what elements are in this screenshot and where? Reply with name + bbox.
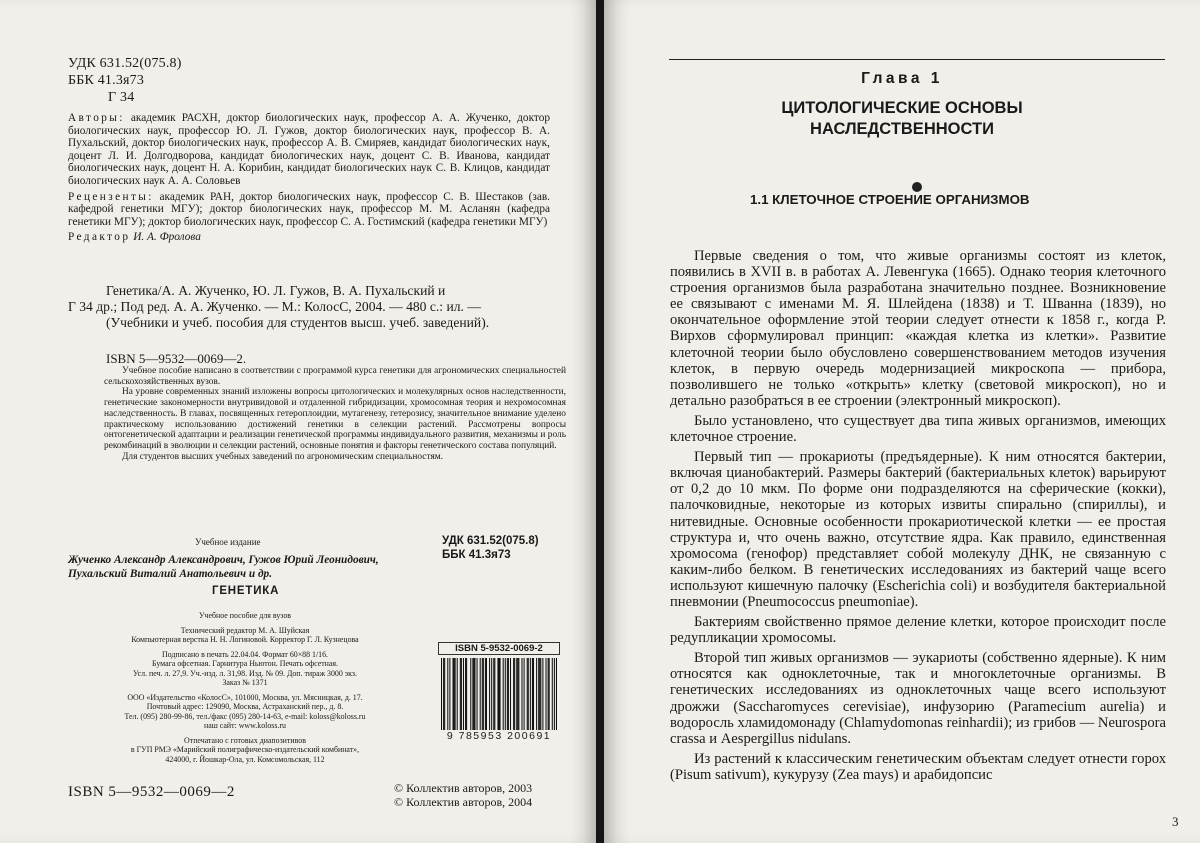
udk-code: УДК 631.52(075.8) bbox=[68, 56, 182, 71]
header-rule bbox=[669, 59, 1165, 60]
authors-paragraph bbox=[68, 112, 550, 188]
bibliographic-record bbox=[68, 283, 564, 332]
imprint-line: Компьютерная верстка Н. Н. Логиновой. Корректор Г. Л. Кузнецова bbox=[131, 635, 359, 644]
udk-small-block bbox=[442, 534, 539, 562]
author-mark: Г 34 bbox=[108, 90, 135, 105]
classification-block bbox=[68, 55, 182, 106]
chapter-number: Глава 1 bbox=[861, 70, 943, 87]
barcode-number: 9 785953 200691 bbox=[446, 730, 552, 742]
body-paragraph: Первый тип — прокариоты (предъядерные). К ним относятся бактерии, включая цианобактерий. Размеры бактерий (бактериальных клеток) варьируют от 0,2 до 10 мкм. По форме они подразделяются на сферические (кокки), палочковидные, некоторые из которых извиты спирально (спириллы), и нитевидные. Основные особенности прокариотической клетки — ее простая структура и, что очень важно, отсутствие ядра. Как правило, единственная хромосома (генофор) представляет собой молекулу ДНК, не связанную с каким-либо белком. В генетических исследованиях из бактерий чаще всего используют кишечную палочку (Escherichia coli) и возбудителя бактериальной пневмонии (Pneumococcus pneumoniae). bbox=[670, 449, 1166, 610]
biblio-line-2: Г 34 др.; Под ред. А. А. Жученко. — М.: КолосС, 2004. — 480 с.: ил. — bbox=[68, 299, 481, 315]
copyright-line-1: © Коллектив авторов, 2003 bbox=[394, 781, 533, 795]
editor-label: Редактор bbox=[68, 231, 131, 244]
abstract-paragraph-3: Для студентов высших учебных заведений по агрономическим специальностям. bbox=[122, 451, 444, 462]
editor-paragraph bbox=[68, 231, 550, 244]
isbn-line: ISBN 5—9532—0069—2. bbox=[106, 351, 247, 366]
imprint-line: Бумага офсетная. Гарнитура Ньютон. Печать офсетная. bbox=[152, 659, 338, 668]
left-page bbox=[0, 0, 596, 843]
abstract bbox=[104, 366, 566, 462]
imprint-line: Тел. (095) 280-99-86, тел./факс (095) 280-14-63, e-mail: koloss@koloss.ru bbox=[124, 711, 366, 721]
edition-label: Учебное издание bbox=[195, 537, 261, 547]
authors-label: Авторы: bbox=[68, 112, 125, 124]
editor-name: И. А. Фролова bbox=[133, 231, 201, 244]
body-paragraph: Было установлено, что существует два типа живых организмов, имеющих клеточное строение. bbox=[670, 412, 1166, 446]
imprint-line: Заказ № 1371 bbox=[222, 678, 268, 687]
reviewers-label: Рецензенты: bbox=[68, 190, 154, 203]
bullet-icon bbox=[912, 182, 922, 192]
body-text bbox=[670, 248, 1166, 787]
abstract-paragraph-2: На уровне современных знаний изложены вопросы цитологических и молекулярных основ наследственности, генетические закономерности внутривидовой и отдаленной гибридизации, хромосомная теория и нехромосомная наследственность. В главах, посвященных гетероплоидии, мутагенезу, гетерозису, значительное внимание уделено практическому использованию достижений генетики в селекции растений. Рассмотрены вопросы онтогенетической адаптации и реализации генетической программы индивидуального развития, механизмы и роль рекомбинаций в эволюции и селекции растений, основные понятия и факторы генетического состава популяций. bbox=[104, 387, 566, 451]
barcode-bars-icon bbox=[441, 658, 557, 730]
udk-small: УДК 631.52(075.8) bbox=[442, 535, 539, 547]
authors-names: Жученко Александр Александрович, Гужов Юрий Леонидович, Пухальский Виталий Анатольевич и др. bbox=[68, 554, 379, 580]
copyright-block bbox=[394, 781, 532, 809]
body-paragraph: Из растений к классическим генетическим объектам следует отнести горох (Pisum sativum), кукурузу (Zea mays) и арабидопсис bbox=[670, 750, 1166, 783]
book-title: ГЕНЕТИКА bbox=[212, 585, 280, 597]
barcode-isbn: ISBN 5-9532-0069-2 bbox=[438, 642, 560, 655]
bbk-code: ББК 41.3я73 bbox=[68, 73, 145, 88]
biblio-line-1: Генетика/А. А. Жученко, Ю. Л. Гужов, В. А. Пухальский и bbox=[106, 283, 446, 298]
body-paragraph: Первые сведения о том, что живые организмы состоят из клеток, появились в XVII в. в работах А. Левенгука (1665). Однако теория клеточного строения организмов была разработана значительно позднее. Возникновение ее связывают с именами М. Я. Шлейдена (1838) и Т. Шванна (1839), но окончательное оформление этой теории следует отнести к 1858 г., когда Р. Вирхов сформулировал принцип: «каждая клетка из клетки». Развитие клеточной теории было обусловлено совершенствованием методов изучения клеток, в первую очередь модернизацией микроскопа — прибора, позволившего не только «открыть» клетку (световой микроскоп), но и детально разобраться в ее строении (электронный микроскоп). bbox=[670, 248, 1166, 409]
imprint-line: 424000, г. Йошкар-Ола, ул. Комсомольская, 112 bbox=[165, 754, 325, 764]
section-title: 1.1 КЛЕТОЧНОЕ СТРОЕНИЕ ОРГАНИЗМОВ bbox=[750, 192, 1030, 207]
copyright-line-2: © Коллектив авторов, 2004 bbox=[394, 795, 533, 809]
body-paragraph: Бактериям свойственно прямое деление клетки, которое происходит после редупликации хромосомы. bbox=[670, 614, 1166, 647]
right-page bbox=[604, 0, 1200, 843]
imprint-line: Подписано в печать 22.04.04. Формат 60×88 1/16. bbox=[161, 649, 329, 659]
reviewers-paragraph bbox=[68, 191, 550, 229]
page-number: 3 bbox=[1172, 814, 1179, 829]
imprint-line: в ГУП РМЭ «Марийский полиграфическо-издательский комбинат», bbox=[130, 745, 360, 754]
imprint-line: Учебное пособие для вузов bbox=[198, 611, 292, 620]
imprint-line: Почтовый адрес: 129090, Москва, Астраханский пер., д. 8. bbox=[146, 702, 344, 711]
biblio-line-3: (Учебники и учеб. пособия для студентов высш. учеб. заведений). bbox=[106, 315, 490, 331]
chapter-title-line-1: ЦИТОЛОГИЧЕСКИЕ ОСНОВЫ bbox=[781, 99, 1023, 117]
book-gutter bbox=[596, 0, 604, 843]
barcode bbox=[438, 642, 560, 742]
authors-text: академик РАСХН, доктор биологических наук, профессор А. А. Жученко, доктор биологических наук, профессор Ю. Л. Гужов, доктор биологических наук, профессор В. А. Пухальский, доктор биологических наук, профессор А. В. Смиряев, кандидат биологических наук, доцент Л. И. Долгодворова, кандидат биологических наук, доцент С. В. Иванова, кандидат биологических наук, доцент Н. А. Корибин, кандидат биологических наук С. В. Клицов, кандидат биологических наук А. А. Соловьев bbox=[68, 112, 550, 187]
isbn-bottom: ISBN 5—9532—0069—2 bbox=[68, 784, 235, 800]
imprint-line: Отпечатано с готовых диапозитивов bbox=[184, 735, 306, 745]
imprint-line: Технический редактор М. А. Шуйская bbox=[180, 625, 310, 635]
imprint-block bbox=[80, 611, 410, 764]
bbk-small: ББК 41.3я73 bbox=[442, 549, 511, 561]
chapter-title bbox=[604, 98, 1200, 140]
reviewers-text: академик РАН, доктор биологических наук, профессор С. В. Шестаков (зав. кафедрой генетики МГУ); доктор биологических наук, профессор М. М. Асланян (кафедра генетики МГУ); доктор биологических наук, профессор С. А. Гостимский (кафедра генетики МГУ) bbox=[68, 190, 550, 228]
imprint-line: ООО «Издательство «КолосС», 101000, Москва, ул. Мясницкая, д. 17. bbox=[127, 692, 363, 702]
abstract-paragraph-1: Учебное пособие написано в соответствии с программой курса генетики для агрономических специальностей сельскохозяйственных вузов. bbox=[104, 366, 566, 387]
credits-block bbox=[68, 112, 550, 247]
imprint-line: наш сайт: www.koloss.ru bbox=[204, 721, 286, 730]
imprint-line: Усл. печ. л. 27,9. Уч.-изд. л. 31,98. Изд. № 09. Доп. тираж 3000 экз. bbox=[133, 668, 357, 678]
chapter-title-line-2: НАСЛЕДСТВЕННОСТИ bbox=[810, 120, 994, 138]
body-paragraph: Второй тип живых организмов — эукариоты (собственно ядерные). К ним относятся как одноклеточные, так и многоклеточные организмы. В генетических исследованиях из одноклеточных чаще всего используют дрожжи (Saccharomyces cerevisiae), инфузорию (Paramecium aurelia) и водоросль хламидомонаду (Chlamydomonas reinhardii); из грибов — Neurospora crassa и Aespergillus nidulans. bbox=[670, 650, 1166, 747]
